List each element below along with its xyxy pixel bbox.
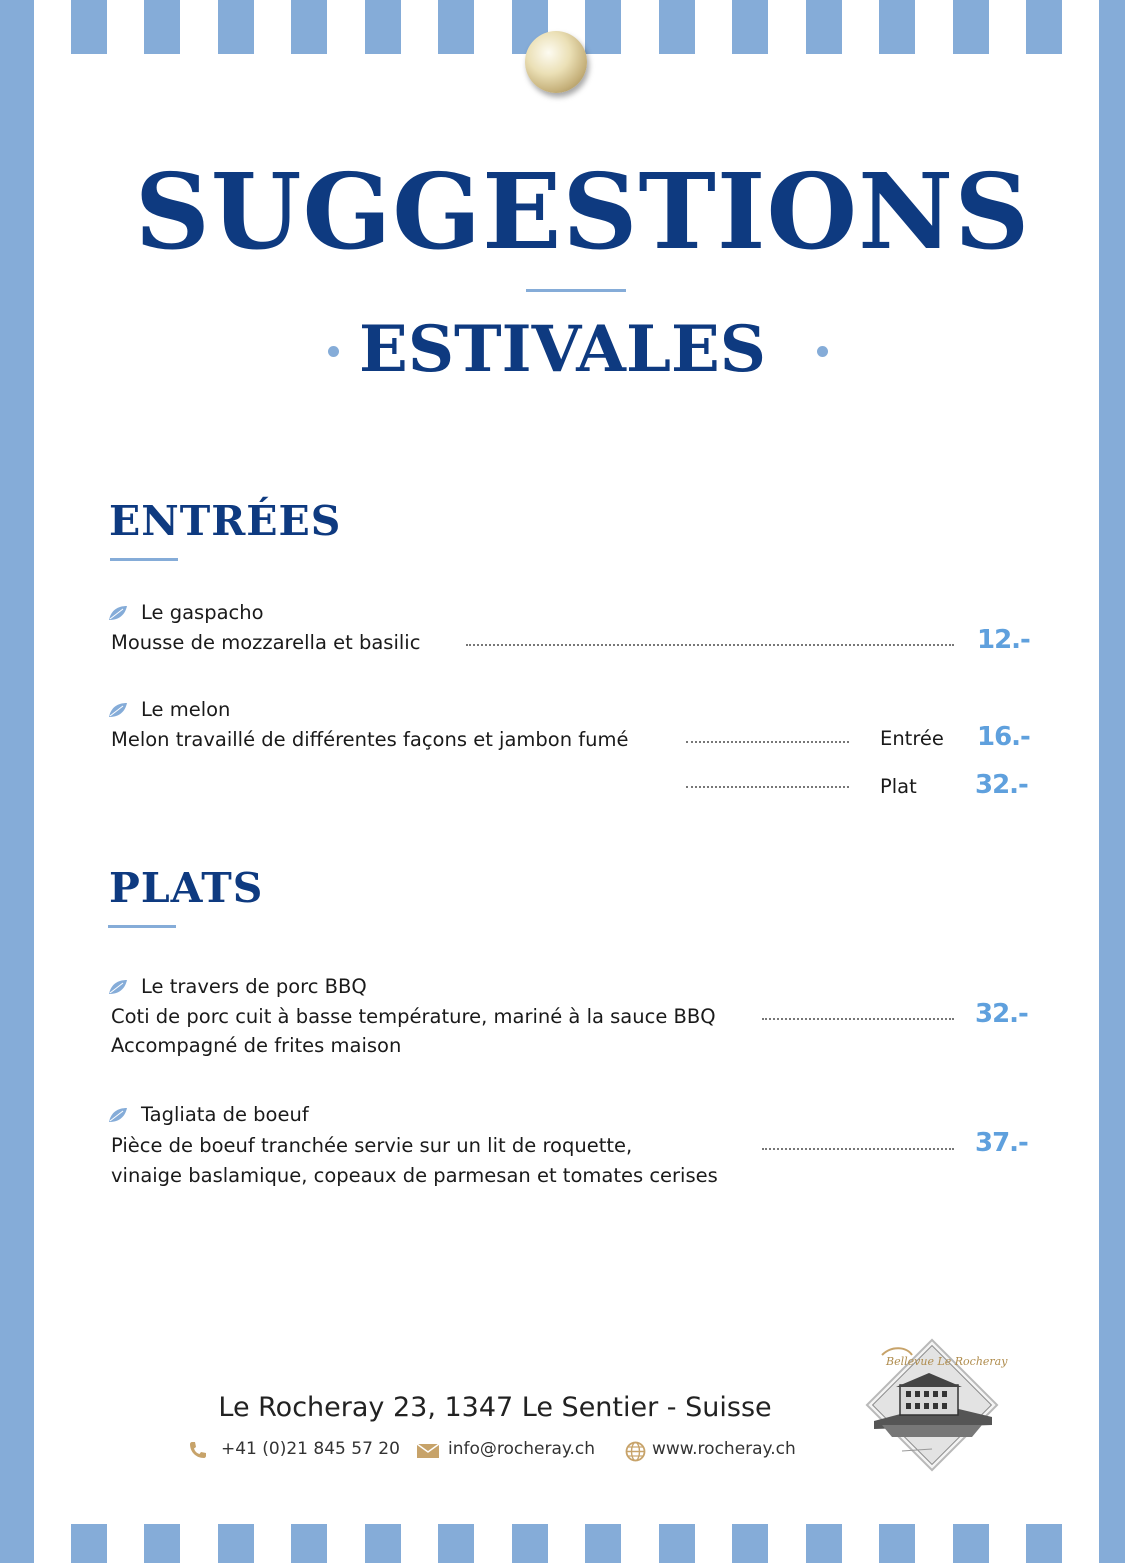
item-description: Melon travaillé de différentes façons et jambon fumé [111,728,629,751]
mail-icon [416,1443,440,1459]
dot-leader [762,1148,954,1150]
title-divider [526,289,626,292]
price-label-entree: Entrée [880,727,944,750]
item-name: Le melon [141,698,231,721]
item-name: Le travers de porc BBQ [141,975,367,998]
dot-leader [686,741,849,743]
svg-text:Bellevue Le Rocheray: Bellevue Le Rocheray [886,1355,1008,1368]
item-description: Pièce de boeuf tranchée servie sur un lit de roquette, [111,1134,633,1157]
leaf-icon [108,605,128,621]
item-description: Accompagné de frites maison [111,1034,402,1057]
bullet-dot [817,346,828,357]
item-price: 12.- [977,625,1030,655]
item-description: Coti de porc cuit à basse température, mariné à la sauce BBQ [111,1005,716,1028]
section-divider [110,558,178,561]
section-divider [108,925,176,928]
price-label-plat: Plat [880,775,917,798]
item-name: Tagliata de boeuf [141,1103,309,1126]
leaf-icon [108,1107,128,1123]
footer-address: Le Rocheray 23, 1347 Le Sentier - Suisse [218,1392,772,1423]
dot-leader [686,786,849,788]
item-name: Le gaspacho [141,601,264,624]
footer-phone[interactable]: +41 (0)21 845 57 20 [221,1439,400,1459]
item-description: Mousse de mozzarella et basilic [111,631,421,654]
section-title-plats: PLATS [109,864,264,912]
phone-icon [188,1440,208,1460]
page-subtitle: ESTIVALES [359,312,766,387]
leaf-icon [108,979,128,995]
page-title: SUGGESTIONS [134,150,1031,273]
pin-icon [525,31,587,93]
item-price: 37.- [975,1128,1028,1158]
footer-email[interactable]: info@rocheray.ch [448,1439,596,1459]
item-price-plat: 32.- [975,770,1028,800]
dot-leader [762,1018,954,1020]
leaf-icon [108,702,128,718]
item-price: 32.- [975,999,1028,1029]
footer-website[interactable]: www.rocheray.ch [652,1439,796,1459]
logo [852,1325,1012,1485]
item-description: vinaige baslamique, copeaux de parmesan et tomates cerises [111,1164,718,1187]
globe-icon [625,1441,646,1462]
section-title-entrees: ENTRÉES [109,497,342,545]
item-price-entree: 16.- [977,722,1030,752]
dot-leader [466,644,954,646]
